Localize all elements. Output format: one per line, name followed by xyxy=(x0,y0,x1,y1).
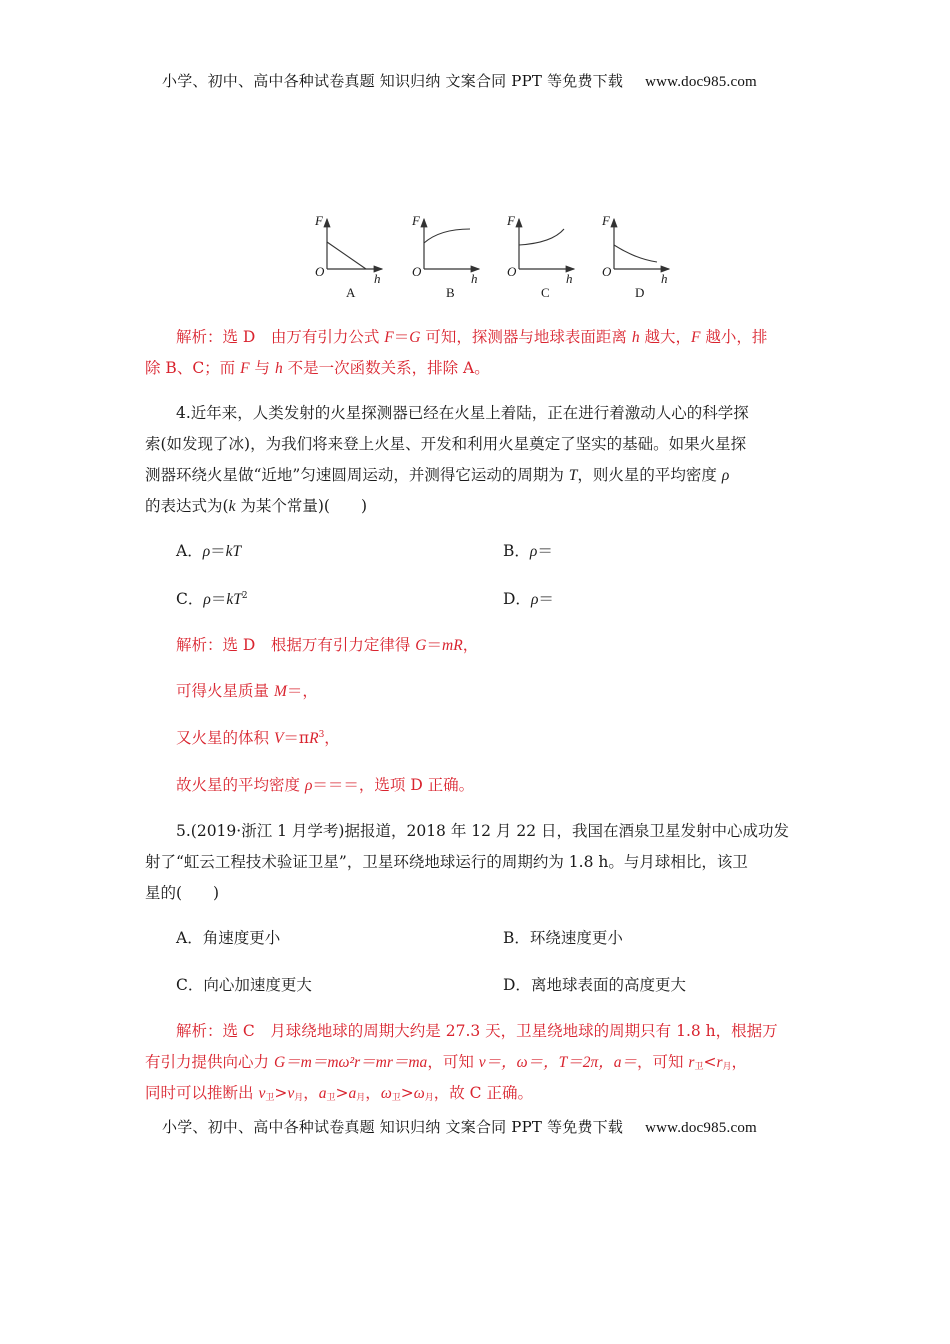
footer-text: 小学、初中、高中各种试卷真题 知识归纳 文案合同 PPT 等免费下载 xyxy=(162,1118,624,1136)
text: ＝ xyxy=(537,542,553,560)
text: ＝＝＝，选项 D 正确。 xyxy=(312,776,475,794)
q5-stem-line-2: 射了“虹云工程技术验证卫星”，卫星环绕地球运行的周期约为 1.8 h。与月球相比，该卫 xyxy=(145,853,748,871)
var-h: h xyxy=(631,329,640,346)
q4-option-a xyxy=(176,541,241,562)
q4-analysis-line-4 xyxy=(176,775,474,796)
text: 越小，排 xyxy=(700,328,768,346)
subscript: 月 xyxy=(424,1093,434,1103)
formula: v＝，ω＝，T＝2π，a＝ xyxy=(478,1054,637,1071)
subscript: 卫 xyxy=(694,1062,704,1072)
text: ，则火星的平均密度 xyxy=(577,466,722,484)
q4-stem-line-1: 4.近年来，人类发射的火星探测器已经在火星上着陆，正在进行着激动人心的科学探 xyxy=(176,404,749,422)
var-a: a xyxy=(318,1085,327,1102)
axis-y-label: F xyxy=(507,213,515,228)
text: ＝， xyxy=(286,682,318,700)
expr: kT xyxy=(225,543,242,560)
q5-analysis-line-2 xyxy=(145,1052,747,1077)
subscript: 月 xyxy=(294,1093,304,1103)
text: 与 xyxy=(249,359,275,377)
axis-y-label: F xyxy=(315,213,323,228)
q5-analysis-line-1: 解析：选 C 月球绕地球的周期大约是 27.3 天，卫星绕地球的周期只有 1.8 h，根据万 xyxy=(176,1022,778,1040)
option-key: C． xyxy=(176,590,204,608)
option-key: D． xyxy=(503,976,531,994)
axis-y-label: F xyxy=(602,213,610,228)
text: > xyxy=(274,1084,288,1102)
origin-label: O xyxy=(602,264,612,279)
expr: kT xyxy=(226,591,242,608)
text: ， xyxy=(303,1084,319,1102)
axis-y-label: F xyxy=(412,213,420,228)
force-height-graphs-figure xyxy=(300,205,680,305)
text: 故火星的平均密度 xyxy=(176,776,305,794)
graph-panel-c xyxy=(519,219,574,269)
var-v: v xyxy=(258,1085,266,1102)
q5-option-a xyxy=(176,928,280,948)
option-key: A． xyxy=(176,929,203,947)
option-text: 角速度更小 xyxy=(202,929,281,947)
text: ＝ xyxy=(210,542,226,560)
text: 越大， xyxy=(639,328,692,346)
text: ＝ xyxy=(393,328,410,346)
text: < xyxy=(703,1053,717,1071)
var-R: R xyxy=(309,730,319,747)
var-a: a xyxy=(348,1085,357,1102)
superscript: 2 xyxy=(241,591,248,601)
option-key: D． xyxy=(503,590,531,608)
text: 为某个常量)( ) xyxy=(235,497,368,515)
option-key: A． xyxy=(176,542,203,560)
text: 解析：选 D 根据万有引力定律得 xyxy=(176,636,416,654)
var-G: G xyxy=(415,637,427,654)
text: ＝π xyxy=(283,729,310,747)
superscript: 3 xyxy=(318,730,325,740)
q5-option-c xyxy=(176,975,312,995)
text: ， xyxy=(324,729,340,747)
var-rho: ρ xyxy=(202,543,211,560)
subscript: 卫 xyxy=(326,1093,336,1103)
text: 的表达式为( xyxy=(145,497,229,515)
q4-analysis-line-1 xyxy=(176,635,478,656)
text: ， xyxy=(462,636,479,654)
page-header xyxy=(162,70,757,91)
q5-stem-line-1: 5.(2019·浙江 1 月学考)据报道，2018 年 12 月 22 日，我国在酒泉卫星发射中心成功发 xyxy=(176,822,790,840)
q4-analysis-line-2 xyxy=(176,681,318,702)
q3-analysis-line-1 xyxy=(176,327,767,348)
var-rho: ρ xyxy=(304,777,313,794)
var-v: v xyxy=(287,1085,295,1102)
text: ， xyxy=(731,1053,748,1071)
q5-option-d xyxy=(503,975,686,995)
var-k: k xyxy=(228,498,236,515)
option-text: 环绕速度更小 xyxy=(529,929,623,947)
expr: mR xyxy=(442,637,463,654)
origin-label: O xyxy=(315,264,325,279)
axis-x-label: h xyxy=(566,271,573,286)
text: 测器环绕火星做“近地”匀速圆周运动，并测得它运动的周期为 xyxy=(145,466,569,484)
var-r: r xyxy=(688,1054,695,1071)
text: ＝ xyxy=(426,636,443,654)
origin-label: O xyxy=(412,264,422,279)
text: > xyxy=(335,1084,349,1102)
q3-analysis-line-2 xyxy=(145,358,490,379)
q4-option-b xyxy=(503,541,553,562)
text: ＝ xyxy=(538,590,554,608)
q4-analysis-line-3 xyxy=(176,728,340,749)
graph-panel-a xyxy=(327,219,382,269)
footer-url: www.doc985.com xyxy=(645,1120,757,1136)
var-r: r xyxy=(716,1054,723,1071)
var-V: V xyxy=(273,730,284,747)
text: > xyxy=(400,1084,414,1102)
q5-analysis-line-3 xyxy=(145,1083,533,1108)
panel-label-c: C xyxy=(541,285,550,300)
var-G: G xyxy=(409,329,421,346)
var-omega: ω xyxy=(380,1085,392,1102)
origin-label: O xyxy=(507,264,517,279)
text: ，可知 xyxy=(427,1053,479,1071)
var-M: M xyxy=(273,683,287,700)
q4-option-d xyxy=(503,589,554,610)
var-omega: ω xyxy=(413,1085,425,1102)
var-F: F xyxy=(384,329,394,346)
q4-stem-line-4 xyxy=(145,496,367,517)
text: ，故 C 正确。 xyxy=(433,1084,533,1102)
text: 又火星的体积 xyxy=(176,729,274,747)
axis-x-label: h xyxy=(374,271,381,286)
panel-label-a: A xyxy=(346,285,356,300)
var-rho: ρ xyxy=(203,591,211,608)
var-rho: ρ xyxy=(721,467,730,484)
q4-stem-line-3 xyxy=(145,465,729,486)
panel-label-b: B xyxy=(446,285,455,300)
var-T: T xyxy=(568,467,578,484)
axis-x-label: h xyxy=(471,271,478,286)
q5-stem-line-3: 星的( ) xyxy=(145,884,220,902)
var-h: h xyxy=(274,360,283,377)
option-text: 离地球表面的高度更大 xyxy=(530,976,686,994)
subscript: 卫 xyxy=(265,1093,275,1103)
header-url: www.doc985.com xyxy=(645,74,757,90)
subscript: 月 xyxy=(356,1093,366,1103)
text: 可得火星质量 xyxy=(176,682,274,700)
text: ＝ xyxy=(210,590,227,608)
page-footer xyxy=(162,1116,757,1137)
subscript: 月 xyxy=(722,1062,732,1072)
option-key: B． xyxy=(503,542,530,560)
text: ， xyxy=(365,1084,381,1102)
text: 解析：选 D 由万有引力公式 xyxy=(176,328,385,346)
q4-stem-line-2: 索(如发现了冰)，为我们将来登上火星、开发和利用火星奠定了坚实的基础。如果火星探 xyxy=(145,435,747,453)
q5-option-b xyxy=(503,928,623,948)
text: ，可知 xyxy=(636,1053,689,1071)
header-text: 小学、初中、高中各种试卷真题 知识归纳 文案合同 PPT 等免费下载 xyxy=(162,72,624,90)
q4-option-c xyxy=(176,589,248,610)
text: 不是一次函数关系，排除 A。 xyxy=(282,359,490,377)
axis-x-label: h xyxy=(661,271,668,286)
var-rho: ρ xyxy=(529,543,538,560)
graphs-svg xyxy=(300,205,680,305)
text: 有引力提供向心力 xyxy=(145,1053,274,1071)
text: 可知，探测器与地球表面距离 xyxy=(420,328,632,346)
option-key: B． xyxy=(503,929,530,947)
formula: G＝m＝mω²r＝mr＝ma xyxy=(273,1054,428,1071)
var-F: F xyxy=(240,360,250,377)
option-key: C． xyxy=(176,976,204,994)
option-text: 向心加速度更大 xyxy=(203,976,312,994)
text: 除 B、C；而 xyxy=(145,359,241,377)
graph-panel-b xyxy=(424,219,479,269)
var-rho: ρ xyxy=(530,591,539,608)
subscript: 卫 xyxy=(391,1093,401,1103)
text: 同时可以推断出 xyxy=(145,1084,259,1102)
graph-panel-d xyxy=(614,219,669,269)
panel-label-d: D xyxy=(635,285,645,300)
var-F: F xyxy=(691,329,701,346)
